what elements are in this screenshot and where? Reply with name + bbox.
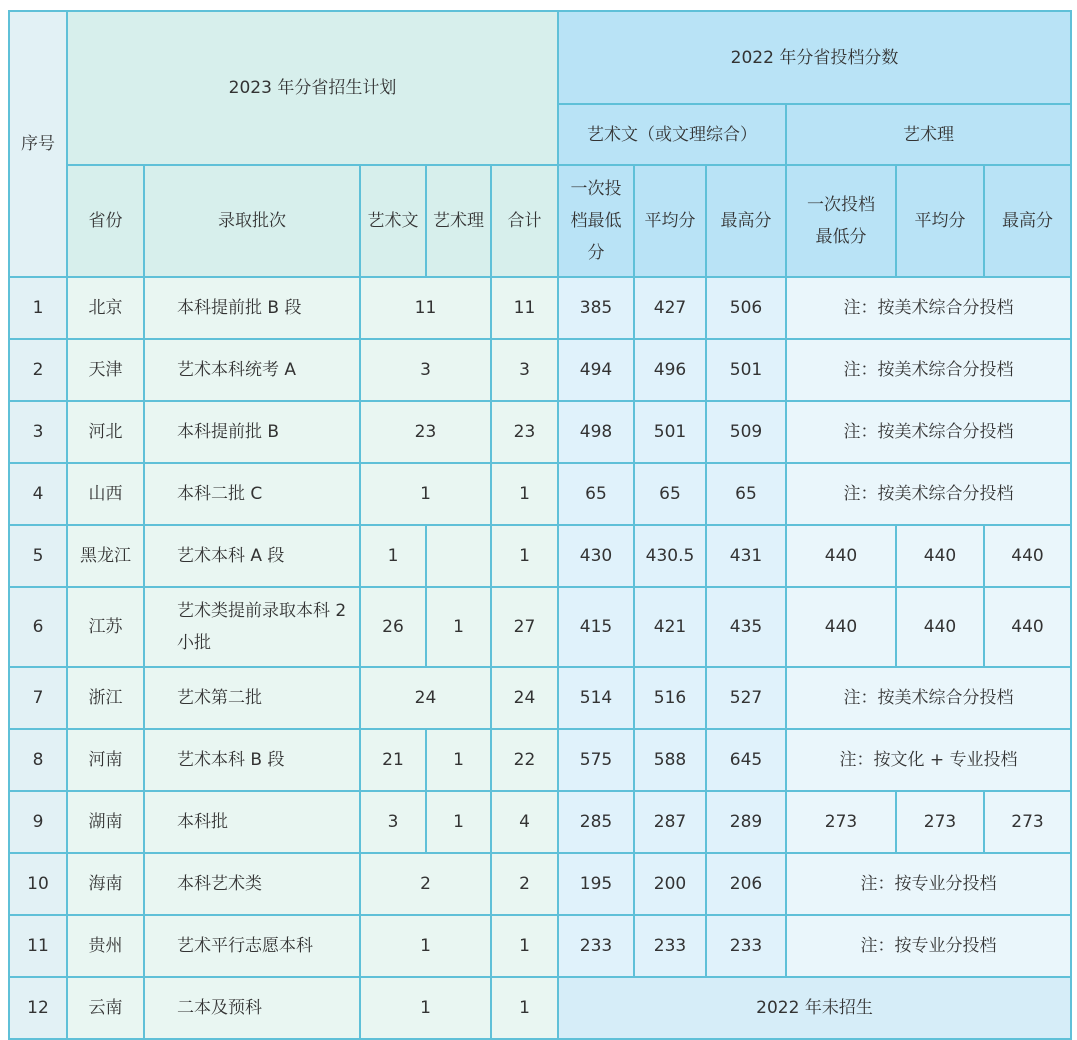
row-batch: 本科二批 C [144,463,360,525]
row-plan-count: 2 [360,853,491,915]
row-wen-avg: 421 [634,587,706,667]
row-plan-total: 23 [491,401,558,463]
row-province: 海南 [67,853,144,915]
row-batch: 本科提前批 B [144,401,360,463]
row-plan-total: 1 [491,915,558,977]
row-province: 江苏 [67,587,144,667]
row-plan-total: 4 [491,791,558,853]
row-wen-avg: 200 [634,853,706,915]
row-index: 6 [9,587,67,667]
table-row [9,401,1071,463]
row-wen-min: 430 [558,525,634,587]
row-province: 贵州 [67,915,144,977]
row-plan-total: 1 [491,525,558,587]
row-province: 云南 [67,977,144,1039]
header-index: 序号 [9,11,67,277]
row-batch: 艺术平行志愿本科 [144,915,360,977]
row-li-min: 440 [786,525,896,587]
row-wen-min: 498 [558,401,634,463]
row-batch: 艺术本科统考 A [144,339,360,401]
row-batch: 二本及预科 [144,977,360,1039]
row-province: 河北 [67,401,144,463]
row-li-note: 注：按专业分投档 [786,915,1071,977]
row-li-note: 注：按美术综合分投档 [786,667,1071,729]
row-plan-total: 11 [491,277,558,339]
header-batch: 录取批次 [144,165,360,277]
row-wen-max: 233 [706,915,786,977]
row-wen-max: 65 [706,463,786,525]
row-wen-avg: 588 [634,729,706,791]
row-li-max: 273 [984,791,1071,853]
table-row [9,791,1071,853]
row-plan-total: 3 [491,339,558,401]
row-li-min: 273 [786,791,896,853]
row-plan-li: 1 [426,791,491,853]
row-plan-total: 2 [491,853,558,915]
row-index: 2 [9,339,67,401]
header-li-max: 最高分 [984,165,1071,277]
header-plan-total: 合计 [491,165,558,277]
row-province: 天津 [67,339,144,401]
row-wen-max: 501 [706,339,786,401]
row-plan-wen: 26 [360,587,426,667]
row-li-note: 注：按美术综合分投档 [786,277,1071,339]
row-li-note: 注：按美术综合分投档 [786,463,1071,525]
row-wen-max: 435 [706,587,786,667]
row-wen-min: 494 [558,339,634,401]
row-plan-total: 1 [491,463,558,525]
row-wen-max: 645 [706,729,786,791]
row-plan-wen: 3 [360,791,426,853]
row-score-note: 2022 年未招生 [558,977,1071,1039]
row-index: 7 [9,667,67,729]
row-wen-avg: 430.5 [634,525,706,587]
row-wen-min: 575 [558,729,634,791]
table-row [9,277,1071,339]
row-plan-total: 27 [491,587,558,667]
row-batch: 本科批 [144,791,360,853]
row-wen-max: 506 [706,277,786,339]
row-province: 黑龙江 [67,525,144,587]
row-wen-min: 195 [558,853,634,915]
row-li-note: 注：按美术综合分投档 [786,401,1071,463]
table-row [9,915,1071,977]
row-province: 浙江 [67,667,144,729]
table-row [9,667,1071,729]
header-wen-min: 一次投档最低分 [558,165,634,277]
table-row [9,339,1071,401]
table-row [9,729,1071,791]
row-wen-avg: 287 [634,791,706,853]
row-plan-count: 3 [360,339,491,401]
row-index: 10 [9,853,67,915]
row-li-min: 440 [786,587,896,667]
row-wen-min: 385 [558,277,634,339]
row-province: 湖南 [67,791,144,853]
row-index: 1 [9,277,67,339]
row-plan-total: 24 [491,667,558,729]
row-plan-total: 1 [491,977,558,1039]
row-wen-min: 285 [558,791,634,853]
row-li-note: 注：按专业分投档 [786,853,1071,915]
row-plan-wen: 21 [360,729,426,791]
row-wen-avg: 65 [634,463,706,525]
row-wen-avg: 233 [634,915,706,977]
table-row [9,587,1071,667]
row-plan-count: 11 [360,277,491,339]
row-wen-min: 514 [558,667,634,729]
row-wen-avg: 501 [634,401,706,463]
row-index: 3 [9,401,67,463]
row-index: 9 [9,791,67,853]
header-plan-li: 艺术理 [426,165,491,277]
row-batch: 本科艺术类 [144,853,360,915]
header-group-wen: 艺术文（或文理综合） [558,104,786,165]
row-li-max: 440 [984,587,1071,667]
header-province: 省份 [67,165,144,277]
row-index: 11 [9,915,67,977]
header-plan-title: 2023 年分省招生计划 [67,11,558,165]
admission-score-table [8,10,1072,1040]
row-plan-li: 1 [426,587,491,667]
row-wen-min: 65 [558,463,634,525]
table-row [9,463,1071,525]
row-plan-count: 1 [360,463,491,525]
row-index: 12 [9,977,67,1039]
row-wen-max: 289 [706,791,786,853]
row-wen-max: 206 [706,853,786,915]
row-province: 北京 [67,277,144,339]
row-li-avg: 440 [896,587,984,667]
row-batch: 艺术本科 A 段 [144,525,360,587]
row-plan-count: 1 [360,915,491,977]
header-li-avg: 平均分 [896,165,984,277]
row-li-avg: 440 [896,525,984,587]
row-wen-max: 509 [706,401,786,463]
row-plan-count: 24 [360,667,491,729]
row-plan-li: 1 [426,729,491,791]
header-li-min: 一次投档最低分 [786,165,896,277]
header-plan-wen: 艺术文 [360,165,426,277]
row-batch: 艺术第二批 [144,667,360,729]
row-plan-li [426,525,491,587]
table-row [9,525,1071,587]
admission-table-container [8,10,1072,1040]
row-li-max: 440 [984,525,1071,587]
row-province: 河南 [67,729,144,791]
row-wen-avg: 427 [634,277,706,339]
header-wen-max: 最高分 [706,165,786,277]
row-li-note: 注：按文化 + 专业投档 [786,729,1071,791]
row-plan-count: 1 [360,977,491,1039]
header-group-li: 艺术理 [786,104,1071,165]
row-index: 5 [9,525,67,587]
row-wen-max: 527 [706,667,786,729]
table-row [9,853,1071,915]
row-batch: 本科提前批 B 段 [144,277,360,339]
row-wen-avg: 516 [634,667,706,729]
row-batch: 艺术类提前录取本科 2 小批 [144,587,360,667]
row-plan-count: 23 [360,401,491,463]
table-row [9,977,1071,1039]
row-wen-max: 431 [706,525,786,587]
row-li-avg: 273 [896,791,984,853]
row-wen-min: 415 [558,587,634,667]
row-index: 4 [9,463,67,525]
row-li-note: 注：按美术综合分投档 [786,339,1071,401]
row-wen-avg: 496 [634,339,706,401]
row-index: 8 [9,729,67,791]
header-score-title: 2022 年分省投档分数 [558,11,1071,104]
row-wen-min: 233 [558,915,634,977]
row-province: 山西 [67,463,144,525]
header-wen-avg: 平均分 [634,165,706,277]
row-batch: 艺术本科 B 段 [144,729,360,791]
row-plan-wen: 1 [360,525,426,587]
row-plan-total: 22 [491,729,558,791]
